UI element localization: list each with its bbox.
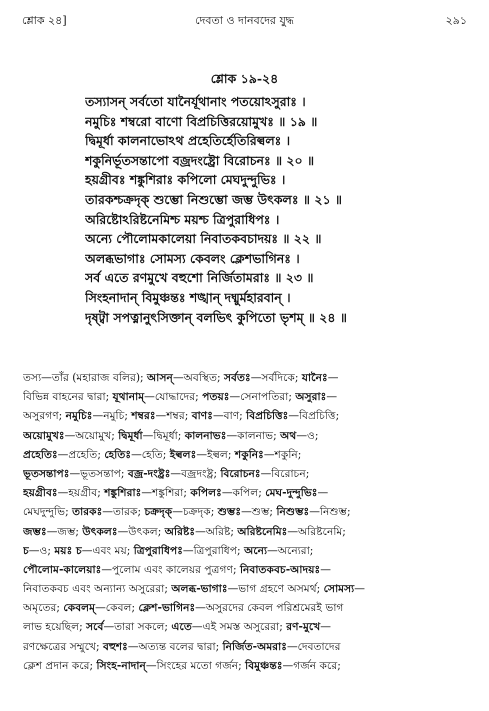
sanskrit-term: সিংহ-নাদান্ [96,658,146,672]
sanskrit-term: সর্বে [86,620,104,634]
sanskrit-term: ক্লেশ-ভাগিনঃ [138,601,196,615]
verse-line: দ্বিমূর্ধা কালনাভোঽথ প্রহেতির্হেতিরিল্বলঃ । [85,133,291,149]
verse-line: অন্যে পৌলোমকালেয়া নিবাতকবচাদয়ঃ ॥ ২২ ॥ [85,231,322,247]
sanskrit-term: অথ [280,428,297,442]
page-number: ২৯১ [445,14,467,27]
sanskrit-term: উৎকলঃ [82,524,118,538]
word-for-word-synonyms [23,368,468,675]
bengali-meaning: —অন্যেরা; [267,543,314,557]
bengali-meaning: — [320,562,331,576]
sanskrit-term: শকুনিঃ [234,447,264,461]
bengali-meaning: —শকুনি; [263,447,302,461]
synonym-line [23,464,468,483]
sanskrit-term: তারকঃ [72,505,103,519]
sanskrit-term: এতে [171,620,192,634]
sanskrit-term: অরিষ্টনেমিঃ [237,524,288,538]
bengali-meaning: —চক্রদৃক; [172,505,218,519]
sanskrit-verses [85,92,475,327]
verse-line: দৃষ্ট্বা সপত্নানুৎসিক্তান্ বলভিৎ কুপিতো ভৃশম্ ॥ ২৪ ॥ [85,309,347,325]
synonym-line [23,541,468,560]
sanskrit-term: নিশুম্ভঃ [276,505,310,519]
bengali-meaning: —বাণ; [212,409,247,423]
bengali-meaning: —অরিষ্টনেমি; [287,524,346,538]
sanskrit-term: অন্যে [244,543,268,557]
bengali-meaning: — [327,371,339,384]
bengali-meaning: —নমুচি; [92,409,132,423]
bengali-meaning: —যোদ্ধাদের; [144,390,203,404]
bengali-meaning: —এবং ময়; [81,543,134,557]
bengali-meaning: —ভাগ গ্রহণে অসমর্থ; [227,582,324,596]
bengali-meaning: —জম্ভ; [46,524,83,538]
sanskrit-term: ত্রিপুরাধিপঃ [133,543,183,557]
bengali-meaning: —নিশুম্ভ; [309,505,351,519]
sanskrit-term: যূথানাম্ [112,390,145,404]
synonym-line [23,560,468,579]
bengali-meaning: — [326,390,338,404]
bengali-meaning: —ও; [28,543,55,557]
synonym-line [23,637,468,656]
synonym-line [23,522,468,541]
sanskrit-term: দ্বিমূর্ধা [118,428,143,442]
bengali-meaning: —বিপ্রচিত্তি; [288,409,340,423]
bengali-meaning: —শম্বর; [155,409,192,423]
bengali-meaning: —ইল্বল; [196,447,235,461]
bengali-meaning: — [317,486,329,500]
synonym-line [23,387,468,406]
bengali-meaning: —ভূতসন্তাপ; [69,466,128,480]
synonym-line [23,483,468,502]
sanskrit-term: অসুরাঃ [295,390,327,404]
sanskrit-term: বিপ্রচিত্তিঃ [246,409,289,423]
bengali-meaning: —ত্রিপুরাধিপ; [182,543,245,557]
bengali-meaning: বিভিন্ন বাহনের দ্বারা; [23,390,113,404]
verse-line: শকুনির্ভূতসন্তাপো বজ্রদংষ্ট্রো বিরোচনঃ ॥ ২০ ॥ [85,152,315,168]
sanskrit-term: বহুশঃ [103,639,128,653]
bengali-meaning: —দেবতাদের [286,639,341,653]
running-header [22,12,467,30]
bengali-meaning: —অয়োমুখ; [64,428,119,442]
verse-line: সিংহনাদান্ বিমুঞ্চন্তঃ শঙ্খান্ দধ্মুর্মহারবান্ । [85,289,291,305]
bengali-meaning: —এই সমস্ত অসুরেরা; [191,620,287,634]
bengali-meaning: — [320,620,331,634]
bengali-meaning: নিবাতকবচ এবং অন্যান্য অসুরেরা; [23,582,172,596]
sanskrit-term: আসন্ [147,371,173,384]
synonym-line [23,368,468,387]
bengali-meaning: —অরিষ্ট; [195,524,238,538]
verse-line: অলব্ধভাগাঃ সোমস্য কেবলং ক্লেশভাগিনঃ । [85,250,300,266]
bengali-meaning: অসুরগণ; [23,409,66,423]
sanskrit-term: কালনাভঃ [184,428,227,442]
bengali-meaning: অমৃতের; [23,601,64,615]
bengali-meaning: —পুলোম এবং কালেয়র পুত্রগণ; [101,562,240,576]
bengali-meaning: লাভ হয়েছিল; [23,620,87,634]
bengali-meaning: —ও; [296,428,319,442]
sanskrit-term: চ [23,543,29,557]
sanskrit-term: কপিলঃ [190,486,222,500]
sanskrit-term: চক্রদৃক্ [144,505,173,519]
bengali-meaning: —কেবল; [95,601,139,615]
bengali-meaning: —তারা সকলে; [103,620,172,634]
bengali-meaning: —সেনাপতিরা; [229,390,296,404]
bengali-meaning: —গর্জন করে; [282,658,341,672]
sanskrit-term: শম্বরঃ [131,409,156,423]
sanskrit-term: শুম্ভঃ [217,505,242,519]
bengali-meaning: —প্রহেতি; [57,447,105,461]
sanskrit-term: ময়ঃ চ [54,543,82,557]
bengali-meaning: —সিংহের মতো গর্জন; [145,658,246,672]
verse-line: সর্ব এতে রণমুখে বহুশো নির্জিতামরাঃ ॥ ২৩ ॥ [85,270,314,286]
sanskrit-term: বিমুঞ্চন্তঃ [245,658,283,672]
synonym-line [23,579,468,598]
sanskrit-term: পৌলোম-কালেয়াঃ [23,562,102,576]
bengali-meaning: —সর্বদিকে; [250,371,302,384]
bengali-meaning: —কপিল; [221,486,266,500]
header-chapter-title: দেবতা ও দানবদের যুদ্ধ [195,14,294,27]
header-verse-ref: শ্লোক ২৪] [22,14,67,27]
verse-heading: শ্লোক ১৯-২৪ [210,71,279,86]
bengali-meaning: —অত্যন্ত বলের দ্বারা; [127,639,223,653]
verse-line: নমুচিঃ শম্বরো বাণো বিপ্রচিত্তিরয়োমুখঃ ॥ ১৯ ॥ [85,113,318,129]
sanskrit-term: জম্ভঃ [23,524,47,538]
sanskrit-term: নমুচিঃ [65,409,93,423]
sanskrit-term: পতয়ঃ [202,390,230,404]
sanskrit-term: নিবাতকবচ-আদয়ঃ [240,562,321,576]
sanskrit-term: ভূতসন্তাপঃ [23,466,70,480]
bengali-meaning: —হয়গ্রীব; [57,486,105,500]
bengali-meaning: —উৎকল; [117,524,165,538]
sanskrit-term: কেবলম্ [63,601,96,615]
bengali-meaning: —অসুরদের কেবল পরিশ্রমেরই ভাগ [195,601,344,615]
sanskrit-term: অয়োমুখঃ [23,428,65,442]
sanskrit-term: মেঘ-দুন্দুভিঃ [265,486,318,500]
bengali-meaning: মেঘদুন্দুভি; [23,505,73,519]
synonym-line [23,502,468,521]
bengali-meaning: রণক্ষেত্রের সম্মুখে; [23,639,104,653]
bengali-meaning: —শুম্ভ; [241,505,277,519]
verse-line: তারকশ্চক্রদৃক্ শুম্ভো নিশুম্ভো জম্ভ উৎকলঃ ॥ ২১ ॥ [85,191,342,207]
sanskrit-term: হেতিঃ [104,447,132,461]
verse-line: তস্যাসন্ সর্বতো যানৈর্যূথানাং পতয়োঽসুরাঃ । [85,94,306,109]
sanskrit-term: বজ্র-দংষ্ট্রঃ [127,466,171,480]
sanskrit-term: রণ-মুখে [286,620,321,634]
sanskrit-term: অলব্ধ-ভাগাঃ [171,582,228,596]
synonym-line [23,656,468,675]
sanskrit-term: যানৈঃ [301,371,328,384]
sanskrit-term: নির্জিত-অমরাঃ [222,639,287,653]
bengali-meaning: —বজ্রদংষ্ট্র; [170,466,221,480]
synonym-line [23,598,468,617]
bengali-meaning: —কালনাভ; [226,428,281,442]
synonym-line [23,406,468,425]
synonym-line [23,426,468,445]
sanskrit-term: অরিষ্টঃ [164,524,196,538]
sanskrit-term: হয়গ্রীবঃ [23,486,58,500]
sanskrit-term: প্রহেতিঃ [23,447,58,461]
synonym-line [23,617,468,636]
sanskrit-term: বিরোচনঃ [220,466,261,480]
verse-line: হয়গ্রীবঃ শঙ্কুশিরাঃ কপিলো মেঘদুন্দুভিঃ । [85,172,286,188]
synonym-line [23,445,468,464]
sanskrit-term: সর্বতঃ [223,371,251,384]
sanskrit-term: সোমস্য [323,582,355,596]
bengali-meaning: ক্লেশ প্রদান করে; [23,658,97,672]
sanskrit-term: ইল্বলঃ [169,447,197,461]
bengali-meaning: —শঙ্কুশিরা; [141,486,191,500]
bengali-meaning: —দ্বিমূর্ধা; [142,428,185,442]
bengali-meaning: —হেতি; [131,447,170,461]
sanskrit-term: শঙ্কুশিরাঃ [104,486,142,500]
bengali-meaning: —অবস্থিত; [172,371,224,384]
bengali-meaning: তস্য—তাঁর (মহারাজ বলির); [23,371,148,384]
bengali-meaning: —বিরোচন; [260,466,310,480]
verse-line: অরিষ্টোঽরিষ্টনেমিশ্চ ময়শ্চ ত্রিপুরাধিপঃ । [85,211,280,227]
bengali-meaning: — [354,582,365,596]
bengali-meaning: —তারক; [102,505,145,519]
sanskrit-term: বাণঃ [191,409,213,423]
